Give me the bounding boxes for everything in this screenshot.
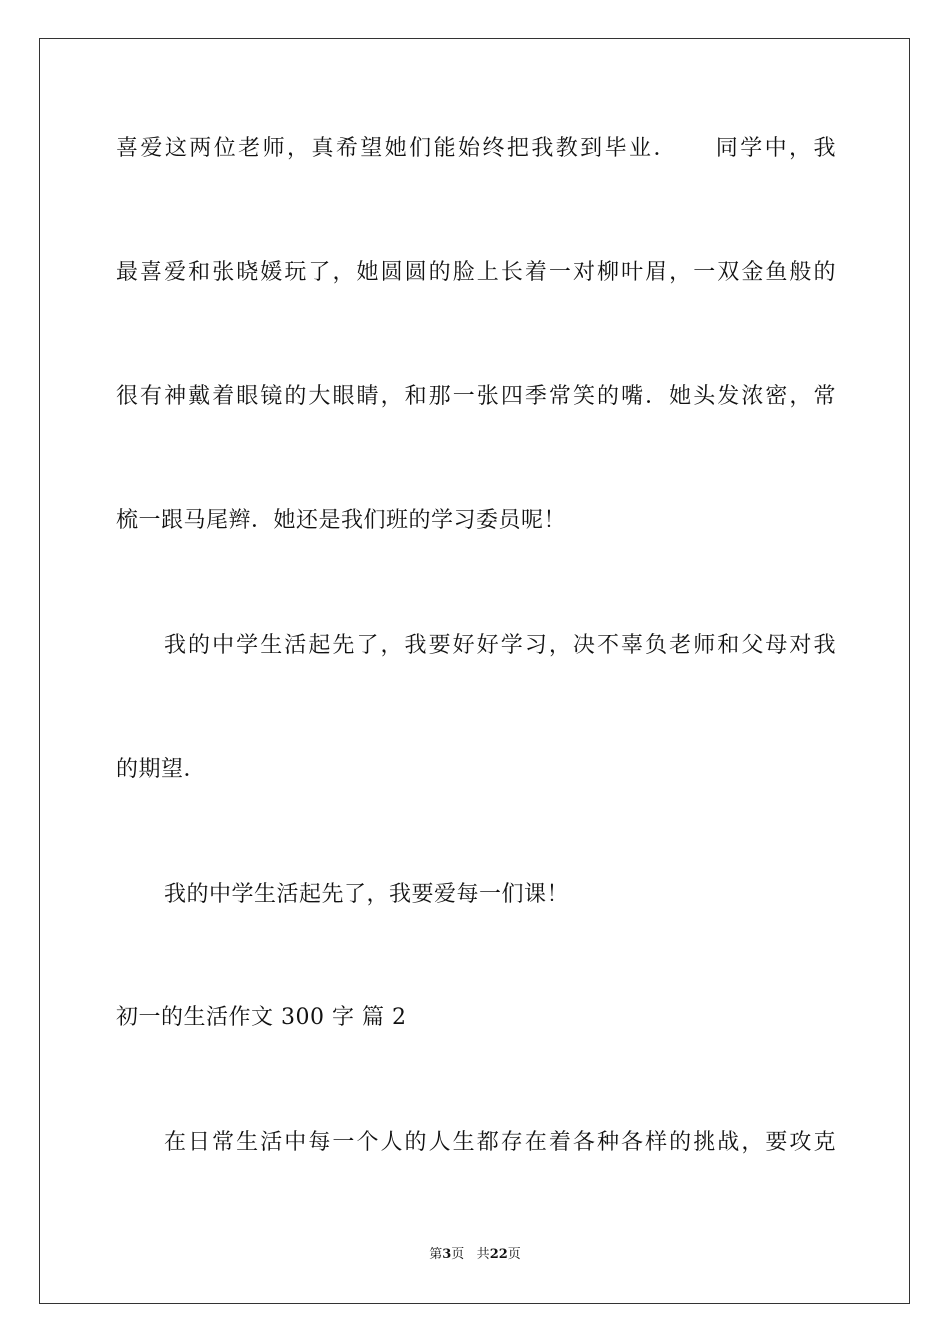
body-line: 我的中学生活起先了，我要好好学习，决不辜负老师和父母对我 [164, 633, 836, 658]
body-line: 我的中学生活起先了，我要爱每一们课！ [164, 882, 570, 907]
body-line: 喜爱这两位老师，真希望她们能始终把我教到毕业． 同学中，我 [116, 136, 836, 161]
total-pages: 22 [489, 1247, 508, 1262]
page-number: 3 [442, 1247, 452, 1262]
total-prefix: 共 [476, 1247, 490, 1262]
page-prefix: 第 [429, 1247, 443, 1262]
body-line: 在日常生活中每一个人的人生都存在着各种各样的挑战，要攻克 [164, 1130, 836, 1155]
page-footer [0, 1245, 950, 1265]
body-line: 很有神戴着眼镜的大眼睛，和那一张四季常笑的嘴．她头发浓密，常 [116, 384, 836, 409]
body-line: 梳一跟马尾辫．她还是我们班的学习委员呢！ [116, 508, 567, 533]
body-line: 的期望． [116, 757, 207, 782]
total-suffix: 页 [507, 1247, 521, 1262]
page-border [39, 38, 910, 1304]
body-line: 最喜爱和张晓媛玩了，她圆圆的脸上长着一对柳叶眉，一双金鱼般的 [116, 260, 836, 285]
page-suffix: 页 [451, 1247, 465, 1262]
section-heading: 初一的生活作文 300 字 篇 2 [116, 1005, 407, 1030]
